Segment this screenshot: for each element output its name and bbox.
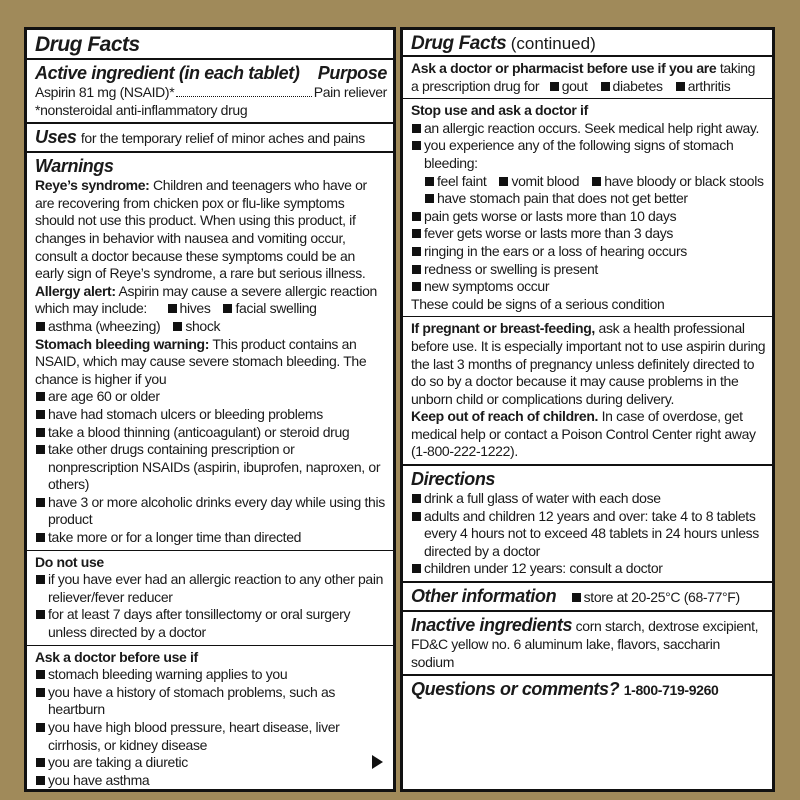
list-item: take more or for a longer time than directed bbox=[35, 529, 387, 547]
list-item: have had stomach ulcers or bleeding problems bbox=[35, 406, 387, 424]
pregnancy-section bbox=[403, 316, 772, 464]
title-section bbox=[27, 30, 393, 58]
questions-section bbox=[403, 674, 772, 703]
list-item: if you have ever had an allergic reaction to any other pain reliever/fever reducer bbox=[35, 571, 387, 606]
bleeding-warning bbox=[35, 336, 387, 389]
ask-doctor-section bbox=[27, 645, 393, 792]
active-ingredient-heading: Active ingredient (in each tablet) bbox=[35, 63, 300, 83]
questions-heading: Questions or comments? bbox=[411, 679, 620, 700]
ask-doctor-heading: Ask a doctor before use if bbox=[35, 648, 198, 665]
sign-item: feel faint bbox=[424, 173, 486, 191]
title-section bbox=[403, 30, 772, 55]
stop-use-heading: Stop use and ask a doctor if bbox=[411, 102, 588, 119]
other-info-section bbox=[403, 581, 772, 610]
ask-pharmacist-text: taking a prescription drug for bbox=[411, 60, 756, 94]
continue-arrow-icon bbox=[372, 755, 383, 769]
bleeding-signs-row bbox=[411, 190, 766, 208]
list-item: take other drugs containing prescription or nonprescription NSAIDs (aspirin, ibuprofen, naproxen, or others) bbox=[35, 441, 387, 494]
uses-text: for the temporary relief of minor aches and pains bbox=[80, 130, 365, 147]
allergy-item: hives bbox=[167, 300, 211, 318]
ingredient-footnote: *nonsteroidal anti-inflammatory drug bbox=[35, 101, 248, 118]
allergy-item: facial swelling bbox=[222, 300, 316, 318]
inactive-heading: Inactive ingredients bbox=[411, 615, 573, 636]
list-item: drink a full glass of water with each dose bbox=[411, 490, 766, 508]
list-item: an allergic reaction occurs. Seek medical help right away. bbox=[411, 120, 766, 138]
leader-dots bbox=[176, 96, 311, 97]
ask-pharmacist-label: Ask a doctor or pharmacist before use if you are bbox=[411, 60, 717, 76]
list-item: you have asthma bbox=[35, 772, 387, 790]
sign-item: have bloody or black stools bbox=[591, 173, 763, 191]
list-item: have 3 or more alcoholic drinks every day while using this product bbox=[35, 494, 387, 529]
directions-section bbox=[403, 464, 772, 581]
purpose-heading: Purpose bbox=[317, 63, 387, 83]
directions-heading: Directions bbox=[411, 469, 496, 490]
list-item: fever gets worse or lasts more than 3 days bbox=[411, 225, 766, 243]
reye-text: Children and teenagers who have or are recovering from chicken pox or flu-like symptoms should not use this product. When using this product, if changes in behavior with nausea and vomiting occur, consult a doctor because these symptoms could be an early sign of Reye’s syndrome, a rare but serious illness. bbox=[35, 177, 367, 282]
bleeding-signs-row bbox=[411, 173, 766, 191]
allergy-item: shock bbox=[172, 318, 220, 336]
pregnancy-label: If pregnant or breast-feeding, bbox=[411, 320, 595, 337]
pregnancy-text: ask a health professional before use. It is especially important not to use aspirin during the last 3 months of pregnancy unless definitely directed to do so by a doctor because it may cause problems in the unborn child or complications during delivery. bbox=[411, 320, 766, 407]
sign-item: have stomach pain that does not get better bbox=[424, 190, 688, 208]
list-item: stomach bleeding warning applies to you bbox=[35, 666, 387, 684]
condition-item: arthritis bbox=[675, 78, 731, 96]
list-item: pain gets worse or lasts more than 10 days bbox=[411, 208, 766, 226]
condition-item: gout bbox=[549, 78, 588, 96]
list-item: redness or swelling is present bbox=[411, 261, 766, 279]
drug-facts-left-panel bbox=[24, 27, 396, 792]
list-item: you experience any of the following signs of stomach bleeding: bbox=[411, 137, 766, 172]
inactive-text: corn starch, dextrose excipient, FD&C yellow no. 6 aluminum lake, flavors, saccharin sodium bbox=[411, 618, 759, 670]
allergy-items-row bbox=[35, 318, 387, 336]
list-item: you have a history of stomach problems, such as heartburn bbox=[35, 684, 387, 719]
condition-item: diabetes bbox=[600, 78, 663, 96]
warnings-section bbox=[27, 151, 393, 549]
list-item: take a blood thinning (anticoagulant) or steroid drug bbox=[35, 424, 387, 442]
inactive-ingredients-section bbox=[403, 610, 772, 674]
do-not-use-section bbox=[27, 550, 393, 645]
active-ingredient-section bbox=[27, 58, 393, 122]
panel-title: Drug Facts bbox=[411, 33, 507, 54]
do-not-use-heading: Do not use bbox=[35, 553, 104, 570]
ingredient-name: Aspirin 81 mg (NSAID)* bbox=[35, 84, 175, 100]
ingredient-purpose: Pain reliever bbox=[313, 84, 387, 100]
list-item: you are taking a diuretic bbox=[35, 754, 387, 772]
list-item: are age 60 or older bbox=[35, 388, 387, 406]
list-item: new symptoms occur bbox=[411, 278, 766, 296]
list-item: for at least 7 days after tonsillectomy or oral surgery unless directed by a doctor bbox=[35, 606, 387, 641]
allergy-label: Allergy alert: bbox=[35, 282, 116, 299]
list-item: adults and children 12 years and over: take 4 to 8 tablets every 4 hours not to exceed 48 tablets in 24 hours unless directed by a doctor bbox=[411, 508, 766, 561]
reye-warning bbox=[35, 177, 387, 283]
sign-item: vomit blood bbox=[498, 173, 579, 191]
list-item: you have high blood pressure, heart disease, liver cirrhosis, or kidney disease bbox=[35, 719, 387, 754]
allergy-text: Aspirin may cause a severe allergic reaction which may include: bbox=[35, 282, 377, 317]
other-info-heading: Other information bbox=[411, 586, 557, 607]
warnings-heading: Warnings bbox=[35, 156, 114, 177]
allergy-item: asthma (wheezing) bbox=[35, 318, 160, 336]
bleeding-label: Stomach bleeding warning: bbox=[35, 335, 210, 352]
list-item: children under 12 years: consult a doctor bbox=[411, 560, 766, 578]
questions-phone: 1-800-719-9260 bbox=[623, 682, 719, 699]
list-item: ringing in the ears or a loss of hearing occurs bbox=[411, 243, 766, 261]
keep-away-label: Keep out of reach of children. bbox=[411, 408, 599, 425]
continued-label: (continued) bbox=[510, 34, 596, 53]
uses-section bbox=[27, 122, 393, 151]
panel-title: Drug Facts bbox=[35, 33, 140, 56]
stop-use-section bbox=[403, 98, 772, 316]
bleeding-text: This product contains an NSAID, which may cause severe stomach bleeding. The chance is higher if you bbox=[35, 335, 367, 387]
reye-label: Reye’s syndrome: bbox=[35, 177, 150, 194]
drug-facts-right-panel bbox=[400, 27, 775, 792]
ask-pharmacist-section bbox=[403, 55, 772, 98]
stop-use-note: These could be signs of a serious condition bbox=[411, 295, 665, 312]
other-info-text: store at 20-25°C (68-77°F) bbox=[571, 589, 740, 607]
allergy-alert bbox=[35, 283, 387, 318]
keep-away-text: In case of overdose, get medical help or contact a Poison Control Center right away (1-800-222-1222). bbox=[411, 408, 756, 460]
uses-heading: Uses bbox=[35, 127, 77, 148]
